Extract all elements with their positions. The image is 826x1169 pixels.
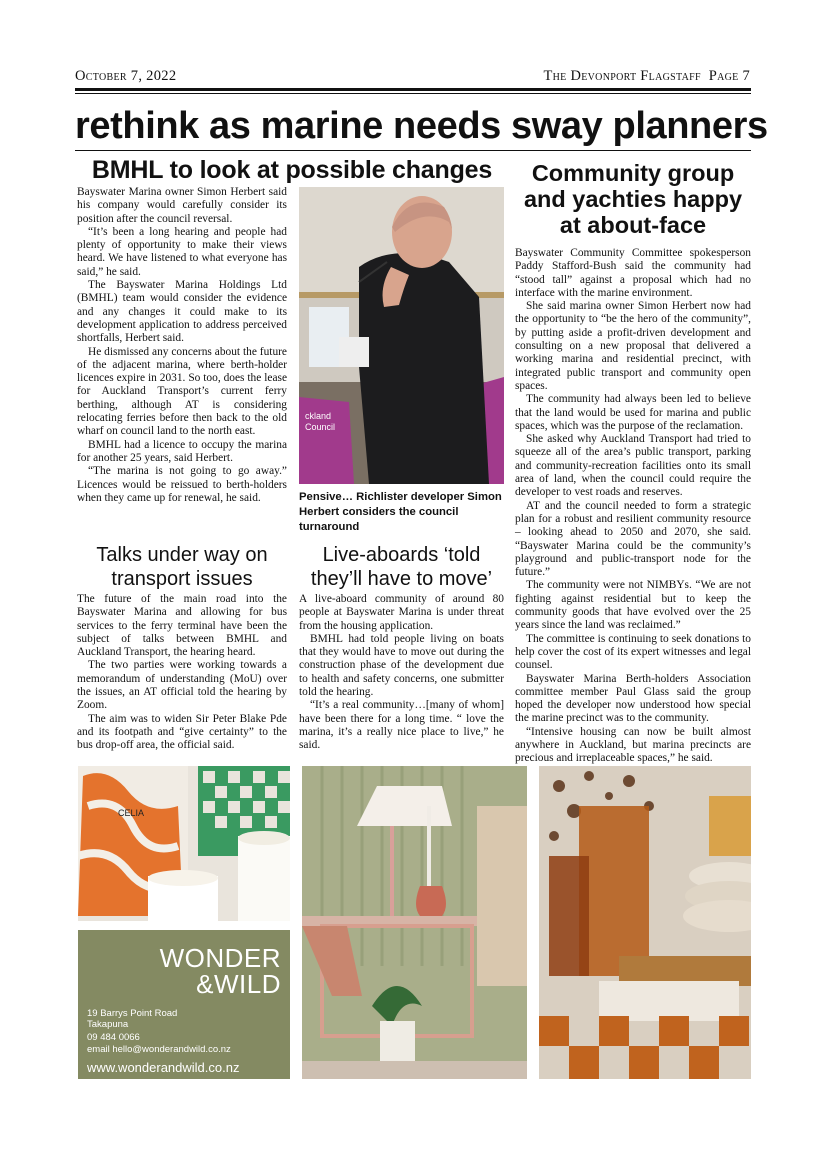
ad-phone: 09 484 0066 xyxy=(87,1032,140,1043)
paragraph: “The marina is not going to go away.” Licences would be reissued to berth-holders when they came up for renewal, he said. xyxy=(77,465,287,504)
paragraph: A live-aboard community of around 80 people at Bayswater Marina is under threat from the housing application. xyxy=(299,593,504,632)
product-label: CELIA xyxy=(118,808,145,818)
paragraph: The community were not NIMBYs. “We are not fighting against residential but to keep the community goods that have evolved over the 25 years since the land was reclaimed.” xyxy=(515,579,751,632)
paragraph: Bayswater Community Committee spokesperson Paddy Stafford-Bush said the community had “stood tall” against a proposal which had no interface with the marine environment. xyxy=(515,247,751,299)
paragraph: Bayswater Marina Berth-holders Association committee member Paul Glass said the group hoped the developer now understood how special the marine precinct was to the community. xyxy=(515,672,751,725)
community-article xyxy=(515,247,751,766)
paragraph: The Bayswater Marina Holdings Ltd (BMHL) team would consider the evidence and any changes it could make to its development application to address perceived shortfalls, Herbert said. xyxy=(77,279,287,345)
candles-illustration xyxy=(78,766,290,921)
liveaboards-heading: Live-aboards ‘told they’ll have to move’ xyxy=(310,544,493,590)
paragraph: She said marina owner Simon Herbert now had the opportunity to “be the hero of the community”, by putting aside a profit-driven development and consulting on a new proposal that delivered a working marina and residential precinct, with integrated public transport and community open spaces. xyxy=(515,300,751,392)
paragraph: She asked why Auckland Transport had tried to squeeze all of the area’s public transport, parking and community-recreation facilities onto its small area of land, when the council could require the developer to vest roads and reserves. xyxy=(515,433,751,499)
ad-address-line1: 19 Barrys Point Road xyxy=(87,1008,178,1019)
paragraph: The future of the main road into the Bayswater Marina and allowing for bus services to the ferry terminal have been the subject of talks between BMHL and Auckland Transport, the hearing heard. xyxy=(77,593,287,659)
paragraph: The aim was to widen Sir Peter Blake Pde and its footpath and “give certainty” to the bus drop-off area, the official said. xyxy=(77,712,287,752)
bmhl-article xyxy=(77,186,287,505)
ad-decor-image xyxy=(539,766,751,1079)
ad-email[interactable]: email hello@wonderandwild.co.nz xyxy=(87,1044,231,1055)
paragraph: He dismissed any concerns about the future of the adjacent marina, where berth-holder licences expire in 2031. So too, does the lease for Auckland Transport’s current ferry berthing, although AT is considering relocating ferries before then back to the old wharf on council land to the north east. xyxy=(77,345,287,438)
headline-rule xyxy=(75,150,751,151)
ad-address-line2: Takapuna xyxy=(87,1019,129,1030)
lamp-illustration xyxy=(302,766,527,1079)
liveaboards-article xyxy=(299,593,504,753)
paragraph: The community had always been led to believe that the land would be used for marina and public spaces, which was the purpose of the reclamation. xyxy=(515,393,751,432)
paragraph: The two parties were working towards a memorandum of understanding (MoU) over the issues, an AT official told the hearing by Zoom. xyxy=(77,659,287,712)
paragraph: “It’s a real community…[many of whom] have been there for a long time. “ love the marina, it’s a really nice place to live,” he said. xyxy=(299,699,504,752)
transport-article xyxy=(77,593,287,753)
ad-lamp-image xyxy=(302,766,527,1079)
chair-text: Council xyxy=(305,422,336,432)
paragraph: “It’s been a long hearing and people had plenty of opportunity to make their views heard. We have listened to what everyone has said,” he said. xyxy=(77,225,287,278)
chair-text: ckland xyxy=(305,411,332,421)
issue-date: October 7, 2022 xyxy=(75,68,177,84)
ad-brand-line2: &WILD xyxy=(196,969,281,999)
page-number: Page 7 xyxy=(708,68,750,84)
ad-panel xyxy=(78,930,290,1079)
header-rule-thin xyxy=(75,93,751,94)
header-rule xyxy=(75,88,751,91)
paper-masthead xyxy=(543,68,750,85)
decor-illustration xyxy=(539,766,751,1079)
page-headline: rethink as marine needs sway planners xyxy=(75,105,768,147)
transport-heading: Talks under way on transport issues xyxy=(96,544,268,590)
ad-brand-line1: WONDER xyxy=(159,943,281,973)
paragraph: AT and the council needed to form a strategic plan for a robust and resilient community resource – looking ahead to 2050 and 2070, she said. “Bayswater Marina could be the community’s playground and public-transport node for the future.” xyxy=(515,499,751,579)
bmhl-heading: BMHL to look at possible changes xyxy=(91,156,493,184)
paragraph: “Intensive housing can now be built almost anywhere in Auckland, but marina precincts are precious and irreplaceable spaces,” he said. xyxy=(515,725,751,765)
ad-candles-image xyxy=(78,766,290,921)
community-heading: Community group and yachties happy at about-face xyxy=(523,160,743,238)
paragraph: BMHL had a licence to occupy the marina for another 25 years, said Herbert. xyxy=(77,438,287,464)
paragraph: Bayswater Marina owner Simon Herbert said his company would carefully consider its position after the council reversal. xyxy=(77,186,287,225)
photo-caption: Pensive… Richlister developer Simon Herbert considers the council turnaround xyxy=(299,491,502,533)
paragraph: The committee is continuing to seek donations to help cover the cost of its expert witnesses and legal counsel. xyxy=(515,632,751,672)
herbert-photo xyxy=(299,187,504,484)
ad-website[interactable]: www.wonderandwild.co.nz xyxy=(87,1060,240,1075)
paragraph: BMHL had told people living on boats that they would have to move out during the construction phase of the development due to health and safety concerns, one submitter told the hearing. xyxy=(299,632,504,699)
paper-name: The Devonport Flagstaff xyxy=(543,68,701,84)
herbert-photo-illustration xyxy=(299,187,504,484)
